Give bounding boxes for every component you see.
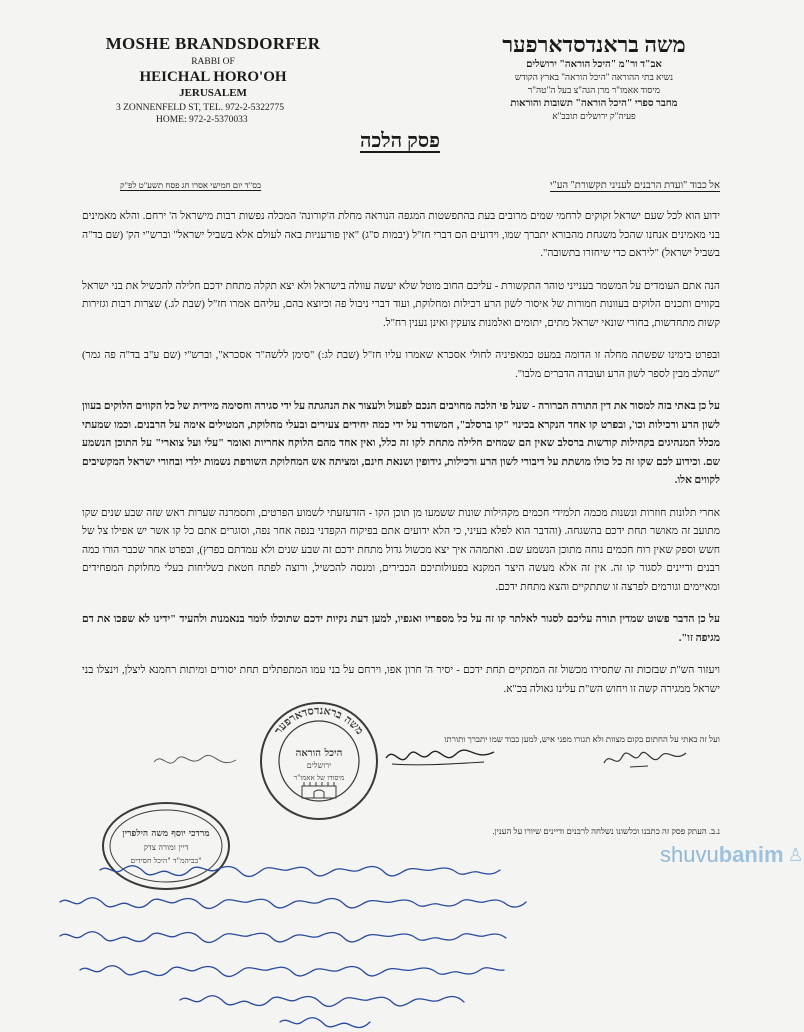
city-en: JERUSALEM bbox=[179, 87, 247, 99]
paragraph-1: ידוע הוא לכל שעם ישראל זקוקים לרחמי שמים מרובים בעת בהתפשטות המגפה הנוראה מחלת ה'קורונה' המכלה נפשות רבות מישראל ה' ירחם. והלא מאמינים בני מאמינים אנחנו שהכל משגחת מהבורא יתברך שמו, וידועים הם דברי חז"ל (יבמות ס"ג) "אין פורעניות באה לעולם אלא בשביל ישראל" וברש"י הק' (שם בד"ה בשביל ישראל) "ליראם כדי שיחזרו בתשובה". bbox=[82, 211, 720, 259]
ruling-body bbox=[82, 208, 720, 713]
date-line: בס"ד יום חמישי אסרו חג פסח תשע"ט לפ"ק bbox=[120, 180, 262, 190]
stamp-building-icon bbox=[302, 782, 336, 798]
person-icon: ♙ bbox=[787, 844, 804, 865]
letterhead-line-4: מחבר ספרי "היכל הוראה" תשובות והוראות bbox=[510, 98, 678, 109]
round-stamp bbox=[258, 700, 380, 822]
letterhead-line-2: נשיא בתי ההוראה "היכל הוראה" בארץ הקודש bbox=[514, 72, 674, 82]
letterhead-line-5: פעיה"ק ירושלים תובב"א bbox=[552, 111, 636, 121]
addressee-line: אל כבוד "ועדת הרבנים לעניני תקשורת" הע"י bbox=[550, 180, 720, 191]
document-title: פסק הלכה bbox=[359, 130, 441, 152]
paragraph-2: הנה אתם העומדים על המשמר בענייני טוהר התקשורת - עליכם החוב מוטל שלא יעשה עוולה בישראל ולא יצא תקלה מתחת ידכם חלילה להכשיל את בני ישראל בקווים ותכנים הלוקים בעוונות חמורות של איסור לשון הרע רכילות ומחלוקת, ועוד דברי ניבול פה וכיוצא בהם, עליהם אמרו חז"ל (שבת לג.) שצרות רבות וגזירות קשות מתחדשות, בחורי שונאי ישראל מתים, יתומים ואלמנות צועקין ואינן נענין רח"ל. bbox=[82, 280, 720, 329]
address-en: 3 ZONNENFELD ST, TEL. 972-2-5322775 bbox=[116, 103, 284, 113]
letterhead-line-3: מיסוד אאמו"ר מרן הגה"צ בעל ה"טה"ר bbox=[527, 85, 661, 95]
rabbi-of-label: RABBI OF bbox=[191, 57, 235, 67]
watermark-brand-a: shuvu bbox=[660, 842, 719, 867]
stamp-round-middle: היכל הוראה bbox=[295, 748, 343, 759]
stamp-oval-line-1: מרדכי יוסף משה הילפרין bbox=[122, 829, 210, 839]
rabbi-name-he: משה בראנדסדארפער bbox=[502, 32, 686, 57]
watermark-brand-b: banim bbox=[718, 842, 784, 867]
paragraph-5: אחרי תלונות חוזרות ונשנות מכמה תלמידי חכמים מקהילות שונות ששמעו מן תוכן הקו - הזדעזעתי לשמוע הפרטים, ותסמרנה שערות ראש שזה שבע שנים שקו מתועב זה מאושר תחת ידכם בהשגחה. (והדבר הוא לפלא בעיני, כי הלא ידועים אתם בפיקוח הקפדני בנפה אחר נפה, וסוגרים אתם כל קו אשר יש אפילו צל של חשש וספק שאין רוח חכמים נוחה מתוכן הנשמע שם. ואתמהה איך יצא מכשול גדול מתחת ידכם זה שבע שנים ולא עמדתם בפרץ), ובפרט אחר שכבר הורו כמה רבנים ודיינים לסגור קו זה. אין זה אלא מעשה היצר המקנא בפעולותיכם הכבירים, ומנסה להכשיל, ורוצה לפתח חטאת בשליחות בעלי מחלוקת המפחידים ומאיימים וגורמים לפרצה זו שתתקיים והצא מתחת ידכם. bbox=[82, 507, 720, 593]
paragraph-4: על כן באתי בזה למסור את דין התורה הברורה - שעל פי הלכה מחויבים הנכם לפעול ולעצור את הנהגתה על ידי סגירה וחסימה מיידית של כל הקווים הלוקים בעוון לשון הרע ורכילות וכו', ובפרט קו אחד הנקרא בכינוי "קו ברסלב", המשודר על ידי כמה יחידים צעירים ובעלי מחלוקת, המטילים אימה על הרבנים. וכמו שמעתי מכלל המנהיגים בקהילות קודשות ברסלב שאין הם שמחים חלילה מתחת לקו זה כלל, ואין אחד מהם הלוקח אחריות ואומר "עלי ועל צוארי" על התוכן הנשמע שם. וכידוע לכם שקו זה כל כולו מושתת על דיבורי לשון הרע ורכילות, גידופין ושנאת חינם, ומציתה אש המחלוקת השורפת נשמות ילדי ובחורי ישראל המקשיבים לקווים אלו. bbox=[82, 401, 720, 486]
stamp-oval-line-2: דיין ומורה צדק bbox=[143, 843, 189, 852]
postscript-note: נ.ב. העתק פסק זה כתבנו וכלשונו נשלחה לרבנים ודיינים שיורו על הענין. bbox=[492, 826, 720, 836]
handwritten-annotation bbox=[20, 850, 780, 1030]
stamp-oval-line-3: בביהמ"ד "היכל חסידים" bbox=[130, 856, 202, 865]
stamp-round-inner: מיסודו של אאמו"ר bbox=[293, 774, 345, 782]
stamp-round-outer-text: משה בראנדסדארפער bbox=[271, 703, 367, 737]
home-phone-en: HOME: 972-2-5370033 bbox=[156, 115, 248, 125]
paragraph-7: ויעזור הש"ת שבזכות זה שתסירו מכשול זה המתקיים תחת ידכם - יסיר ה' חרון אפו, וירחם על בני עמו המתפתלים תחת יסורים ומיתות רחמנא ליצלן, וינצלו בני ישראל ממגירה קשה זו ויחוש הש"ת עלינו גאולה בכ"א. bbox=[82, 665, 720, 695]
letterhead-line-1: אב"ד ור"מ "היכל הוראה" ירושלים bbox=[526, 59, 662, 70]
letterhead-hebrew bbox=[444, 32, 744, 123]
institution-name-en: HEICHAL HORO'OH bbox=[139, 69, 287, 85]
stamp-round-sub: ירושלים bbox=[306, 761, 332, 770]
closing-line: ועל זה באתי על החתום בקום מצוות ולא תגורו מפני איש, למען כבוד שמו יתברך ותורתו bbox=[444, 734, 720, 744]
signature-3 bbox=[150, 748, 240, 774]
paragraph-6: על כן הדבר פשוט שמדין תורה עליכם לסגור לאלתר קו זה על כל מספריו ואגפיו, למען דעת נקיות ידכם שתוכלו לומר בנאמנות ולהעיד "ידינו לא שפכו את דם מגיפה זו". bbox=[82, 614, 720, 644]
letterhead-english bbox=[88, 34, 338, 126]
signature-2 bbox=[380, 742, 500, 772]
signature-1 bbox=[600, 745, 690, 773]
paragraph-3: ובפרט בימינו שפשתה מחלה זו הדומה במעט כמאפיניה לחולי אסכרא שאמרו עליו חז"ל (שבת לג:) "סימן ללשה"ר אסכרא", וברש"י (שם ע"ב בד"ה פה גמר) "שהלב מבין לספר לשון הרע ועובדה הדברים מלבו". bbox=[82, 350, 720, 380]
rabbi-name-en: MOSHE BRANDSDORFER bbox=[105, 34, 321, 53]
